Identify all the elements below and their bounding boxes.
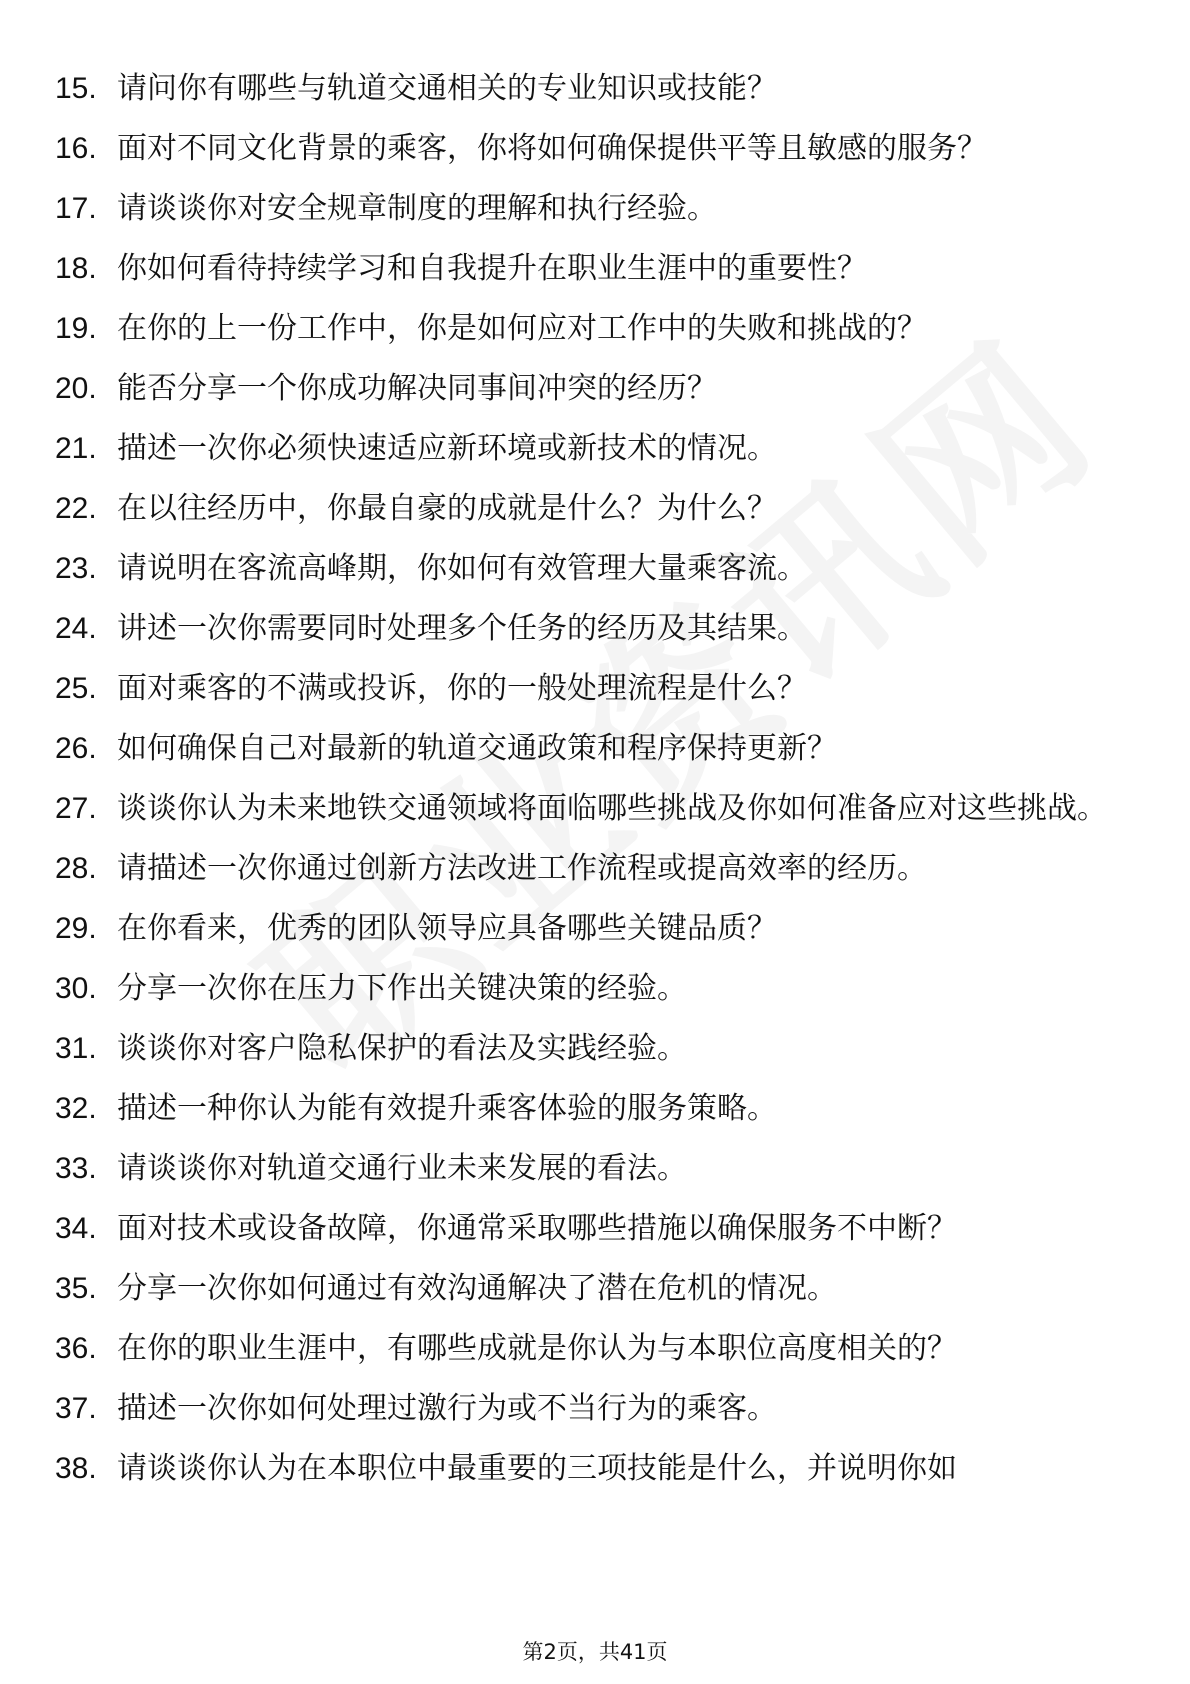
question-number: 27. xyxy=(55,792,97,825)
question-text: 描述一种你认为能有效提升乘客体验的服务策略。 xyxy=(117,1091,777,1126)
question-number: 36. xyxy=(55,1332,97,1365)
list-item xyxy=(55,190,1135,228)
question-number: 26. xyxy=(55,732,97,765)
list-item xyxy=(55,430,1135,468)
question-number: 23. xyxy=(55,552,97,585)
list-item xyxy=(55,1450,1135,1488)
list-item xyxy=(55,310,1135,348)
question-number: 15. xyxy=(55,72,97,105)
question-number: 24. xyxy=(55,612,97,645)
list-item xyxy=(55,1150,1135,1188)
question-text: 描述一次你必须快速适应新环境或新技术的情况。 xyxy=(117,431,777,466)
list-item xyxy=(55,250,1135,288)
list-item xyxy=(55,790,1135,828)
question-number: 29. xyxy=(55,912,97,945)
question-number: 30. xyxy=(55,972,97,1005)
list-item xyxy=(55,370,1135,408)
list-item xyxy=(55,70,1135,108)
question-text: 谈谈你对客户隐私保护的看法及实践经验。 xyxy=(117,1031,687,1066)
question-number: 34. xyxy=(55,1212,97,1245)
question-number: 18. xyxy=(55,252,97,285)
list-item xyxy=(55,730,1135,768)
question-number: 19. xyxy=(55,312,97,345)
question-text: 请描述一次你通过创新方法改进工作流程或提高效率的经历。 xyxy=(117,851,927,886)
question-number: 35. xyxy=(55,1272,97,1305)
question-text: 请谈谈你认为在本职位中最重要的三项技能是什么，并说明你如 xyxy=(117,1451,957,1486)
question-number: 21. xyxy=(55,432,97,465)
question-text: 请说明在客流高峰期，你如何有效管理大量乘客流。 xyxy=(117,551,807,586)
question-text: 面对不同文化背景的乘客，你将如何确保提供平等且敏感的服务？ xyxy=(117,131,987,166)
list-item xyxy=(55,130,1135,168)
list-item xyxy=(55,970,1135,1008)
question-number: 25. xyxy=(55,672,97,705)
question-number: 31. xyxy=(55,1032,97,1065)
question-number: 33. xyxy=(55,1152,97,1185)
list-item xyxy=(55,490,1135,528)
question-number: 17. xyxy=(55,192,97,225)
question-number: 20. xyxy=(55,372,97,405)
question-text: 描述一次你如何处理过激行为或不当行为的乘客。 xyxy=(117,1391,777,1426)
question-text: 如何确保自己对最新的轨道交通政策和程序保持更新？ xyxy=(117,731,837,766)
question-number: 16. xyxy=(55,132,97,165)
page-footer: 第2页，共41页 xyxy=(522,1640,668,1664)
question-text: 讲述一次你需要同时处理多个任务的经历及其结果。 xyxy=(117,611,807,646)
question-text: 在你的上一份工作中，你是如何应对工作中的失败和挑战的？ xyxy=(117,311,927,346)
list-item xyxy=(55,1210,1135,1248)
list-item xyxy=(55,850,1135,888)
question-text: 在你看来，优秀的团队领导应具备哪些关键品质？ xyxy=(117,911,777,946)
question-text: 在以往经历中，你最自豪的成就是什么？为什么？ xyxy=(117,491,777,526)
list-item xyxy=(55,1270,1135,1308)
question-text: 分享一次你如何通过有效沟通解决了潜在危机的情况。 xyxy=(117,1271,837,1306)
question-text: 你如何看待持续学习和自我提升在职业生涯中的重要性？ xyxy=(117,251,867,286)
list-item xyxy=(55,550,1135,588)
question-text: 请谈谈你对安全规章制度的理解和执行经验。 xyxy=(117,191,717,226)
question-list xyxy=(55,70,1135,1510)
question-text: 请问你有哪些与轨道交通相关的专业知识或技能？ xyxy=(117,71,777,106)
question-number: 32. xyxy=(55,1092,97,1125)
list-item xyxy=(55,1090,1135,1128)
question-text: 在你的职业生涯中，有哪些成就是你认为与本职位高度相关的？ xyxy=(117,1331,957,1366)
list-item xyxy=(55,1330,1135,1368)
question-text: 谈谈你认为未来地铁交通领域将面临哪些挑战及你如何准备应对这些挑战。 xyxy=(117,791,1107,826)
list-item xyxy=(55,610,1135,648)
question-text: 面对乘客的不满或投诉，你的一般处理流程是什么？ xyxy=(117,671,807,706)
question-number: 38. xyxy=(55,1452,97,1485)
question-text: 面对技术或设备故障，你通常采取哪些措施以确保服务不中断？ xyxy=(117,1211,957,1246)
question-number: 22. xyxy=(55,492,97,525)
list-item xyxy=(55,1390,1135,1428)
list-item xyxy=(55,910,1135,948)
list-item xyxy=(55,1030,1135,1068)
question-text: 请谈谈你对轨道交通行业未来发展的看法。 xyxy=(117,1151,687,1186)
question-text: 能否分享一个你成功解决同事间冲突的经历？ xyxy=(117,371,717,406)
question-text: 分享一次你在压力下作出关键决策的经验。 xyxy=(117,971,687,1006)
list-item xyxy=(55,670,1135,708)
question-number: 37. xyxy=(55,1392,97,1425)
question-number: 28. xyxy=(55,852,97,885)
